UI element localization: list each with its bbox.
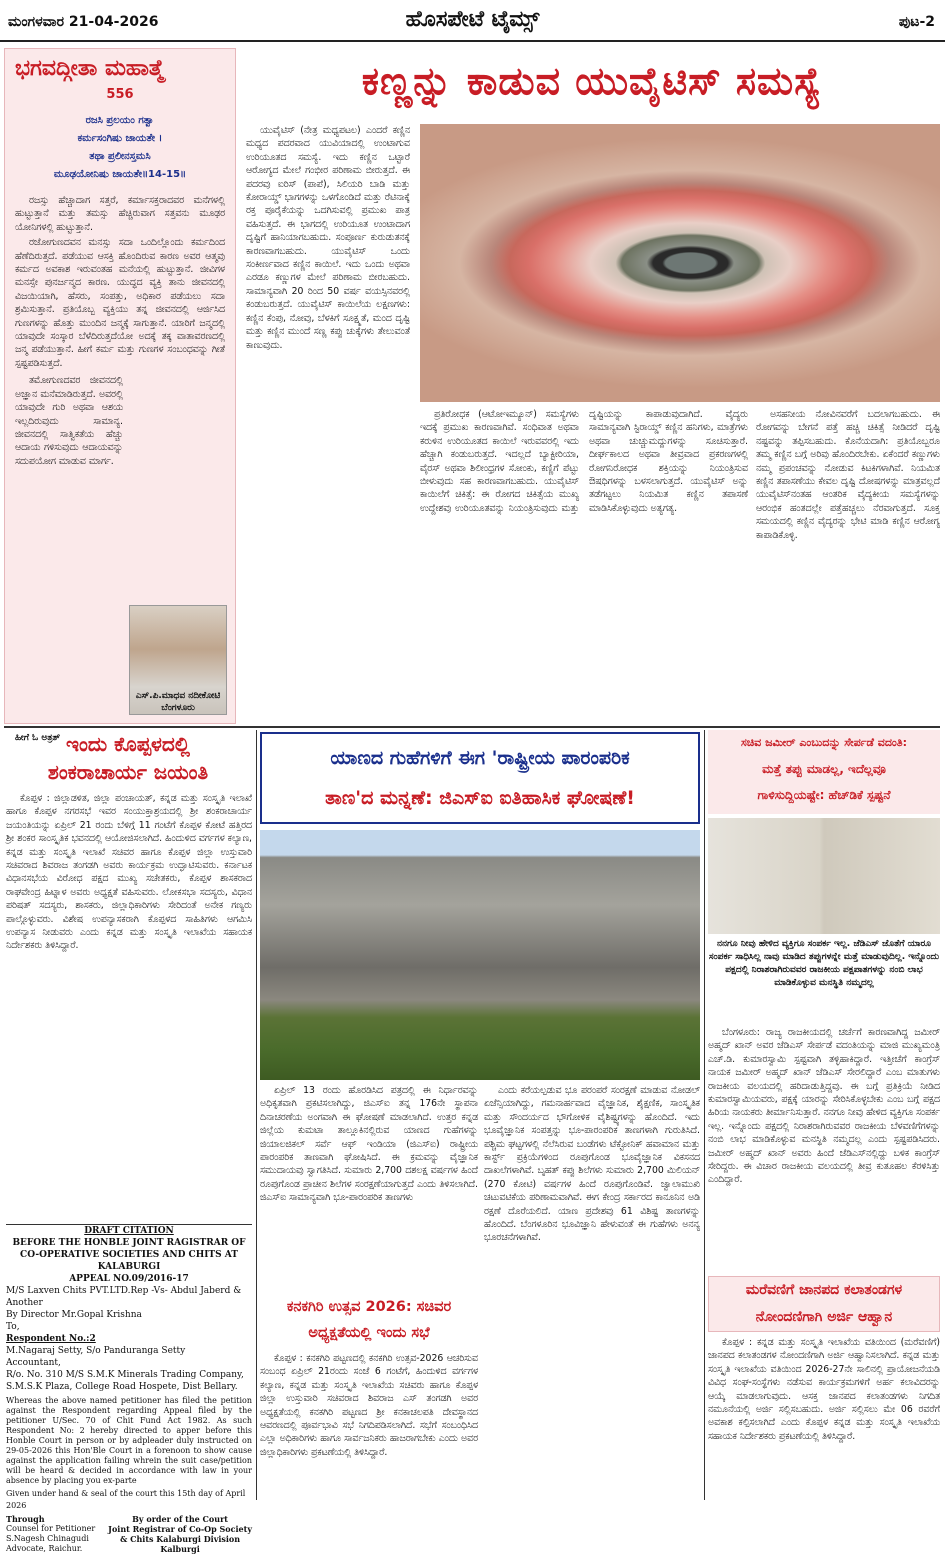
notice-respondent: Respondent No.:2 [6,1334,96,1344]
verse-line: ಮೂಢಯೋನಿಷು ಜಾಯತೇ॥14-15॥ [53,169,187,180]
zameer-headline-3: ಗಾಳಿಸುದ್ದಿಯಷ್ಟೇ: ಹೆಚ್‌ಡಿಕೆ ಸ್ಪಷ್ಟನೆ [757,788,891,802]
paragraph: ರಜೋಗುಣದವನ ಮನಸ್ಸು ಸದಾ ಒಂದಿಲ್ಲೊಂದು ಕರ್ಮದಿಂದ ಹೆಣೆದಿರುತ್ತದೆ. ಪಡೆಯುವ ಆಸಕ್ತಿ ಹೊಂದಿರುವ ಕಾರಣ ಅವರ ಆತ್ಮವು ಕರ್ಮದ ಅವಕಾಶ ಇರುವಂತಹ ಮನೆಯಲ್ಲಿ ಹುಟ್ಟುತ್ತಾನೆ. ಜೀವಿಗಳ ಮನಸ್ಸೇ ಪುನರ್ಜನ್ಮದ ಕಾರಣ. ಯುದ್ಧದ ವ್ಯಕ್ತಿ ತಾನು ಜೀವನದಲ್ಲಿ ವಿಜಯಿಯಾಗಿ, ಹೆಸರು, ಸಂಪತ್ತು, ಅಧಿಕಾರ ಪಡೆಯಲು ಸದಾ ಶ್ರಮಿಸುತ್ತಾನೆ. ಪ್ರತಿಯೊಬ್ಬ ವ್ಯಕ್ತಿಯು ತನ್ನ ಜೀವನದಲ್ಲಿ ಆರ್ಜಿಸಿದ ಗುಣಗಳನ್ನು ಹೊತ್ತು ಮುಂದಿನ ಜನ್ಮಕ್ಕೆ ಸಾಗುತ್ತಾನೆ. ಯಾರಿಗೆ ಜನ್ಮದಲ್ಲಿ ಯಾವುದೇ ಸಂಸ್ಕಾರ ಬೆಳೆದಿರುತ್ತದೆಯೋ ಅದಕ್ಕೆ ತಕ್ಕ ವಾತಾವರಣದಲ್ಲಿ ಜನ್ಮ ಪಡೆಯುತ್ತಾನೆ. ಹೀಗೆ ಕರ್ಮ ಮತ್ತು ಗುಣಗಳ ಸಂಬಂಧವನ್ನು ಗೀತೆ ಸ್ಪಷ್ಟಪಡಿಸುತ್ತದೆ. [15,237,225,369]
gita-body [15,194,225,468]
zameer-headline-1: ಸಚಿವ ಜಮೀರ್ ಎಂಬುದನ್ನು ಸೇರ್ಪಡೆ ವದಂತಿ: [740,736,908,749]
notice-court: BEFORE THE HONBLE JOINT RAGISTRAR OF CO-OPERATIVE SOCIETIES AND CHITS AT KALABURGI [12,1238,246,1272]
yana-col-2 [484,1084,700,1496]
author-name: ಎಸ್.ಪಿ.ಮಾಧವ ನದೀಕೋಟಿ [135,691,221,701]
divider [4,726,940,728]
notice-r-name: M.Nagaraj Setty, S/o Panduranga Setty [6,1346,186,1356]
uveitis-headline-box [246,48,938,118]
verse-line: ಕರ್ಮಸಂಗಿಷು ಜಾಯತೇ । [77,133,163,144]
paragraph: ತಮೋಗುಣದವರ ಜೀವನದಲ್ಲಿ ಅಜ್ಞಾನ ಮನೆಮಾಡಿರುತ್ತದೆ. ಅವರಲ್ಲಿ ಯಾವುದೇ ಗುರಿ ಅಥವಾ ಆಶಯ ಇಲ್ಲದಿರುವುದು ಸಾಮಾನ್ಯ. ಜೀವನದಲ್ಲಿ ಸಾತ್ವಿಕತೆಯ ಹೆಚ್ಚು ಆದಾಯ ಗಳಿಸುವುದು ಆದಾಯವನ್ನು ಸದುಪಯೋಗ ಮಾಡುವ ಮಾರ್ಗ. [15,375,123,467]
kanakagiri-body [260,1352,478,1500]
paragraph: ಕೊಪ್ಪಳ : ಕನಕಗಿರಿ ಪಟ್ಟಣದಲ್ಲಿ ಕನಕಗಿರಿ ಉತ್ಸವ-2026 ಆಚರಿಸುವ ಸಂಬಂಧ ಏಪ್ರಿಲ್ 21ರಂದು ಸಂಜೆ 6 ಗಂಟೆಗೆ, ಹಿಂದುಳಿದ ವರ್ಗಗಳ ಕಲ್ಯಾಣ, ಕನ್ನಡ ಮತ್ತು ಸಂಸ್ಕೃತಿ ಇಲಾಖೆಯ ಸಚಿವರು ಹಾಗೂ ಕೊಪ್ಪಳ ಜಿಲ್ಲಾ ಉಸ್ತುವಾರಿ ಸಚಿವರಾದ ಶಿವರಾಜ ಎಸ್ ತಂಗಡಗಿ ಅವರ ಅಧ್ಯಕ್ಷತೆಯಲ್ಲಿ ಕನಕಗಿರಿ ಪಟ್ಟಣದ ಶ್ರೀ ಕನಕಾಚಲಪತಿ ದೇವಸ್ಥಾನದ ಆವರಣದಲ್ಲಿ ಪೂರ್ವಭಾವಿ ಸಭೆ ನಿಗದಿಪಡಿಸಲಾಗಿದೆ. ಸಭೆಗೆ ಸಂಬಂಧಿಸಿದ ಎಲ್ಲಾ ಅಧಿಕಾರಿಗಳು ಹಾಗೂ ಸಾರ್ವಜನಿಕರು ಹಾಜರಾಗಬೇಕು ಎಂದು ಅವರ ಜಿಲ್ಲಾಧಿಕಾರಿಗಳು ಪ್ರಕಟಣೆಯಲ್ಲಿ ತಿಳಿಸಿದ್ದಾರೆ. [260,1353,478,1458]
zameer-headline-2: ಮತ್ತೆ ತಪ್ಪು ಮಾಡಲ್ಲ, ಇದೆಲ್ಲವೂ [762,762,886,776]
notice-signatures [6,1514,252,1554]
notice-order-1: By order of the Court [132,1514,228,1524]
divider [704,730,705,1500]
zameer-body [708,1026,940,1272]
gita-column [4,48,236,743]
yana-headline-2: ತಾಣ'ದ ಮನ್ನಣೆ: ಜಿಎಸ್‌ಐ ಐತಿಹಾಸಿಕ ಘೋಷಣೆ! [325,787,635,809]
notice-parties: M/S Laxven Chits PVT.LTD.Rep -Vs- Abdul Jaberd & Another [6,1286,242,1308]
gita-verse [15,112,225,184]
folk-headline-2: ನೋಂದಣಿಗಾಗಿ ಅರ್ಜಿ ಆಹ್ವಾನ [755,1309,893,1325]
eye-photo [420,124,940,402]
notice-director: By Director Mr.Gopal Krishna [6,1310,142,1320]
gita-number: 556 [106,87,134,102]
paragraph: ಕೊಪ್ಪಳ : ಜಿಲ್ಲಾಡಳಿತ, ಜಿಲ್ಲಾ ಪಂಚಾಯತ್, ಕನ್ನಡ ಮತ್ತು ಸಂಸ್ಕೃತಿ ಇಲಾಖೆ ಹಾಗೂ ಕೊಪ್ಪಳ ನಗರಸಭೆ ಇವರ ಸಂಯುಕ್ತಾಶ್ರಯದಲ್ಲಿ ಶ್ರೀ ಶಂಕರಾಚಾರ್ಯ ಜಯಂತಿಯನ್ನು ಏಪ್ರಿಲ್ 21 ರಂದು ಬೆಳಿಗ್ಗೆ 11 ಗಂಟೆಗೆ ಕೊಪ್ಪಳ ಕೋಟೆ ಹತ್ತಿರದ ಶ್ರೀ ಶಂಕರ ಸಾಂಸ್ಕೃತಿಕ ಭವನದಲ್ಲಿ ಆಯೋಜಿಸಲಾಗಿದೆ. ಹಿಂದುಳಿದ ವರ್ಗಗಳ ಕಲ್ಯಾಣ, ಕನ್ನಡ ಮತ್ತು ಸಂಸ್ಕೃತಿ ಇಲಾಖೆ ಸಚಿವರ ಹಾಗೂ ಕೊಪ್ಪಳ ಜಿಲ್ಲಾ ಉಸ್ತುವಾರಿ ಸಚಿವರಾದ ಶಿವರಾಜ ತಂಗಡಗಿ ಅವರು ಕಾರ್ಯಕ್ರಮ ಉದ್ಘಾಟಿಸುವರು. ಕರ್ನಾಟಕ ವಿಧಾನಸಭೆಯ ವಿರೋಧ ಪಕ್ಷದ ಮುಖ್ಯ ಸಚೇತಕರು, ಕೊಪ್ಪಳ ಶಾಸಕರಾದ ರಾಘವೇಂದ್ರ ಹಿಟ್ನಾಳ ಅವರು ಅಧ್ಯಕ್ಷತೆ ವಹಿಸುವರು. ಲೋಕಸಭಾ ಸದಸ್ಯರು, ವಿಧಾನ ಪರಿಷತ್ ಸದಸ್ಯರು, ಶಾಸಕರು, ಜಿಲ್ಲಾಧಿಕಾರಿಗಳು ಸೇರಿದಂತೆ ಅನೇಕ ಗಣ್ಯರು ಪಾಲ್ಗೊಳ್ಳುವರು. ವಿಶೇಷ ಉಪನ್ಯಾಸಕರಾಗಿ ಕೊಪ್ಪಳದ ಸಾಹಿತಿಗಳು ಆಗಮಿಸಿ ಉಪನ್ಯಾಸ ನೀಡುವರು ಎಂದು ಕನ್ನಡ ಮತ್ತು ಸಂಸ್ಕೃತಿ ಇಲಾಖೆಯ ಸಹಾಯಕ ನಿರ್ದೇಶಕರು ತಿಳಿಸಿದ್ದಾರೆ. [6,793,252,952]
paragraph: ಎಂದು ಕರೆಯಲ್ಪಡುವ ಭೂ ಪರಂಪರೆ ಸಂರಕ್ಷಣೆ ಮಾಡುವ ನೋಡಲ್ ಏಜೆನ್ಸಿಯಾಗಿದ್ದು, ಗಮನಾರ್ಹವಾದ ವೈಜ್ಞಾನಿಕ, ಶೈಕ್ಷಣಿಕ, ಸಾಂಸ್ಕೃತಿಕ ಮತ್ತು ಸೌಂದರ್ಯದ ಭೌಗೋಳಿಕ ವೈಶಿಷ್ಟ್ಯಗಳನ್ನು ಹೊಂದಿದೆ. ಇದು ಭೂವೈಜ್ಞಾನಿಕ ಸಂಪತ್ತನ್ನು ಭೂ-ಪಾರಂಪರಿಕ ತಾಣಗಳಾಗಿ ಗುರುತಿಸಿದೆ. ಪಶ್ಚಿಮ ಘಟ್ಟಗಳಲ್ಲಿ ನೆಲೆಸಿರುವ ಬಂಡೆಗಳು ಟೆಕ್ಟೋನಿಕ್ ಹವಾಮಾನ ಮತ್ತು ಕಾರ್ಸ್ಟ್ ಪ್ರಕ್ರಿಯೆಗಳಿಂದ ರೂಪುಗೊಂಡ ಭೂವೈಜ್ಞಾನಿಕ ವಿಕಸನದ ದಾಖಲೆಗಳಾಗಿವೆ. ಬೃಹತ್ ಕಪ್ಪು ಶಿಲೆಗಳು ಸುಮಾರು 2,700 ಮಿಲಿಯನ್ (270 ಕೋಟಿ) ವರ್ಷಗಳ ಹಿಂದೆ ರೂಪುಗೊಂಡಿವೆ. ಜ್ವಾಲಾಮುಖಿ ಚಟುವಟಿಕೆಯ ಪರಿಣಾಮವಾಗಿವೆ. ಈಗ ಕೇಂದ್ರ ಸರ್ಕಾರದ ಕಾನೂನಿನ ಅಡಿ ರಕ್ಷಣೆ ದೊರೆಯಲಿದೆ. ಯಾಣ ಪ್ರದೇಶವು 61 ವಿಶಿಷ್ಟ ತಾಣಗಳನ್ನು ಹೊಂದಿದೆ. ಬೆಂಗಳೂರಿನ ಭೂವಿಜ್ಞಾನಿ ಹೇಳುವಂತೆ ಈ ಗುಹೆಗಳು ಅನನ್ಯ ಭೂರಚನೆಗಳಾಗಿವೆ. [484,1085,700,1244]
uveitis-col-2 [420,408,748,722]
yana-headline-1: ಯಾಣದ ಗುಹೆಗಳಿಗೆ ಈಗ 'ರಾಷ್ಟ್ರೀಯ ಪಾರಂಪರಿಕ [330,747,630,769]
zameer-photo [708,818,940,934]
shankara-headline-1: ಇಂದು ಕೊಪ್ಪಳದಲ್ಲಿ [66,732,190,756]
paragraph: ಪ್ರತಿರೋಧಕ (ಆಟೋಇಮ್ಯೂನ್) ಸಮಸ್ಯೆಗಳು ಇದಕ್ಕೆ ಪ್ರಮುಖ ಕಾರಣವಾಗಿವೆ. ಸಂಧಿವಾತ ಅಥವಾ ಕರುಳಿನ ಉರಿಯೂತದ ಕಾಯಿಲೆ ಇರುವವರಲ್ಲಿ ಇದು ಹೆಚ್ಚಾಗಿ ಕಂಡುಬರುತ್ತದೆ. ಇದಲ್ಲದೆ ಬ್ಯಾಕ್ಟೀರಿಯಾ, ವೈರಸ್ ಅಥವಾ ಶಿಲೀಂಧ್ರಗಳ ಸೋಂಕು, ಕಣ್ಣಿಗೆ ಪೆಟ್ಟು ಬೀಳುವುದು ಸಹ ಕಾರಣವಾಗಬಹುದು. ಯುವೈಟಿಸ್ ಕಾಯಿಲೆಗೆ ಚಿಕಿತ್ಸೆ: ಈ ರೋಗದ ಚಿಕಿತ್ಸೆಯ ಮುಖ್ಯ ಉದ್ದೇಶವು ಉರಿಯೂತವನ್ನು ನಿಯಂತ್ರಿಸುವುದು ಮತ್ತು ದೃಷ್ಟಿಯನ್ನು ಕಾಪಾಡುವುದಾಗಿದೆ. ವೈದ್ಯರು ಸಾಮಾನ್ಯವಾಗಿ ಸ್ಟಿರಾಯ್ಡ್ ಕಣ್ಣಿನ ಹನಿಗಳು, ಮಾತ್ರೆಗಳು ಅಥವಾ ಚುಚ್ಚುಮದ್ದುಗಳನ್ನು ಸೂಚಿಸುತ್ತಾರೆ. ದೀರ್ಘಕಾಲದ ಅಥವಾ ತೀವ್ರವಾದ ಪ್ರಕರಣಗಳಲ್ಲಿ ರೋಗನಿರೋಧಕ ಶಕ್ತಿಯನ್ನು ನಿಯಂತ್ರಿಸುವ ಔಷಧಿಗಳನ್ನು ಬಳಸಲಾಗುತ್ತದೆ. ಯುವೈಟಿಸ್ ಅನ್ನು ತಡೆಗಟ್ಟಲು ನಿಯಮಿತ ಕಣ್ಣಿನ ತಪಾಸಣೆ ಮಾಡಿಸಿಕೊಳ್ಳುವುದು ಅತ್ಯಗತ್ಯ. [420,409,748,514]
notice-title: DRAFT CITATION [84,1226,174,1236]
shankara-headline-box [4,730,252,790]
paragraph: ಅಸಹನೀಯ ನೋವಿನವರೆಗೆ ಬದಲಾಗಬಹುದು. ಈ ರೋಗವನ್ನು ಬೇಗನೆ ಪತ್ತೆ ಹಚ್ಚಿ ಚಿಕಿತ್ಸೆ ನೀಡಿದರೆ ದೃಷ್ಟಿ ನಷ್ಟವನ್ನು ತಪ್ಪಿಸಬಹುದು. ಕೊನೆಯದಾಗಿ: ಪ್ರತಿಯೊಬ್ಬರೂ ತಮ್ಮ ಕಣ್ಣಿನ ಬಗ್ಗೆ ಅರಿವು ಹೊಂದಿರಬೇಕು. ಏಕೆಂದರೆ ಕಣ್ಣುಗಳು ನಮ್ಮ ಪ್ರಪಂಚವನ್ನು ನೋಡುವ ಕಿಟಕಿಗಳಾಗಿವೆ. ನಿಯಮಿತ ಕಣ್ಣಿನ ತಪಾಸಣೆಯು ಕೇವಲ ದೃಷ್ಟಿ ದೋಷಗಳನ್ನು ಮಾತ್ರವಲ್ಲದೆ ಯುವೈಟಿಸ್‌ನಂತಹ ಆಂತರಿಕ ವೈದ್ಯಕೀಯ ಸಮಸ್ಯೆಗಳನ್ನು ಆರಂಭಿಕ ಹಂತದಲ್ಲೇ ಪತ್ತೆಹಚ್ಚಲು ನೆರವಾಗುತ್ತದೆ. ಸೂಕ್ತ ಸಮಯದಲ್ಲಿ ಕಣ್ಣಿನ ವೈದ್ಯರನ್ನು ಭೇಟಿ ಮಾಡಿ ಕಣ್ಣಿನ ಆರೋಗ್ಯ ಕಾಪಾಡಿಕೊಳ್ಳಿ. [756,409,940,541]
kanakagiri-headline-box [260,1294,478,1348]
paper-name: ಹೊಸಪೇಟೆ ಟೈಮ್ಸ್ [405,6,540,32]
kanakagiri-headline-2: ಅಧ್ಯಕ್ಷತೆಯಲ್ಲಿ ಇಂದು ಸಭೆ [308,1325,430,1341]
masthead [0,0,945,42]
legal-notice [6,1224,252,1554]
yana-rock-photo [260,830,700,1080]
notice-given: Given under hand & seal of the court this 15th day of April 2026 [6,1489,246,1510]
notice-through: Through [6,1514,45,1524]
verse-line: ರಜಸಿ ಪ್ರಲಯಂ ಗತ್ವಾ [85,115,155,126]
notice-order-2: Joint Registrar of Co-Op Society [108,1524,252,1534]
yana-col-1 [260,1084,478,1290]
folk-headline-1: ಮರೆವಣಿಗೆ ಜಾನಪದ ಕಲಾತಂಡಗಳ [745,1282,903,1298]
notice-r-addr2: S.M.S.K Plaza, College Road Hospete, Dist Bellary. [6,1382,238,1392]
paragraph: ಯುವೈಟಿಸ್ (ನೇತ್ರ ಮಧ್ಯಪಟಲ) ಎಂದರೆ ಕಣ್ಣಿನ ಮಧ್ಯದ ಪದರವಾದ ಯುವಿಯಾದಲ್ಲಿ ಉಂಟಾಗುವ ಉರಿಯೂತದ ಸಮಸ್ಯೆ. ಇದು ಕಣ್ಣಿನ ಒಟ್ಟಾರೆ ಆರೋಗ್ಯದ ಮೇಲೆ ಗಂಭೀರ ಪರಿಣಾಮ ಬೀರುತ್ತದೆ. ಈ ಪದರವು ಐರಿಸ್ (ಪಾಪೆ), ಸಿಲಿಯರಿ ಬಾಡಿ ಮತ್ತು ಕೋರಾಯ್ಡ್ ಭಾಗಗಳನ್ನು ಒಳಗೊಂಡಿದೆ ಮತ್ತು ರೆಟಿನಾಕ್ಕೆ ರಕ್ತ ಪೂರೈಕೆಯನ್ನು ಒದಗಿಸುವಲ್ಲಿ ಪ್ರಮುಖ ಪಾತ್ರ ವಹಿಸುತ್ತದೆ. ಈ ಭಾಗದಲ್ಲಿ ಉರಿಯೂತ ಉಂಟಾದಾಗ ದೃಷ್ಟಿಗೆ ಹಾನಿಯಾಗಬಹುದು. ಸಂಪೂರ್ಣ ಕುರುಡುತನಕ್ಕೆ ಕಾರಣವಾಗಬಹುದು. ಯುವೈಟಿಸ್ ಒಂದು ಸಂಕೀರ್ಣವಾದ ಕಣ್ಣಿನ ಕಾಯಿಲೆ. ಇದು ಒಂದು ಅಥವಾ ಎರಡೂ ಕಣ್ಣುಗಳ ಮೇಲೆ ಪರಿಣಾಮ ಬೀರಬಹುದು. ಸಾಮಾನ್ಯವಾಗಿ 20 ರಿಂದ 50 ವರ್ಷ ವಯಸ್ಸಿನವರಲ್ಲಿ ಕಂಡುಬರುತ್ತದೆ. ಯುವೈಟಿಸ್ ಕಾಯಿಲೆಯ ಲಕ್ಷಣಗಳು: ಕಣ್ಣಿನ ಕೆಂಪು, ನೋವು, ಬೆಳಕಿಗೆ ಸೂಕ್ಷ್ಮತೆ, ಮಂದ ದೃಷ್ಟಿ ಮತ್ತು ಕಣ್ಣಿನ ಮುಂದೆ ಸಣ್ಣ ಕಪ್ಪು ಚುಕ್ಕೆಗಳು ತೇಲುವಂತೆ ಕಾಣುವುದು. [246,125,410,351]
yana-headline-box [260,732,700,824]
divider [256,730,257,1500]
notice-order [108,1514,252,1554]
issue-date: ಮಂಗಳವಾರ 21-04-2026 [8,14,159,30]
folk-headline-box [708,1276,940,1332]
notice-order-4: Kalburgi [160,1544,200,1554]
author-sign: ಹೀಗೆ ಓ ಅತ್ರತ್ [15,733,61,743]
notice-r-addr1: R/o. No. 310 M/S S.M.K Minerals Trading Company, [6,1370,244,1380]
shankara-body [6,792,252,1220]
zameer-caption: ನನಗೂ ನೀವು ಹೇಳಿದ ವ್ಯಕ್ತಿಗೂ ಸಂಪರ್ಕ ಇಲ್ಲ. ಜೆಡಿಎಸ್ ಜೊತೆಗೆ ಯಾರೂ ಸಂಪರ್ಕ ಸಾಧಿಸಿಲ್ಲ ನಾವು ಮಾಡಿದ ತಪ್ಪುಗಳನ್ನೇ ಮತ್ತೆ ಮಾಡುವುದಿಲ್ಲ. ಇನ್ನೊಂದು ಪಕ್ಷದಲ್ಲಿ ನಿರಾಶರಾಗಿರುವವರ ರಾಜಕೀಯ ಪಕ್ಷಪಾತಗಳನ್ನು ನಂಬಿ ಲಾಭ ಮಾಡಿಕೊಳ್ಳುವ ಮನಸ್ಥಿತಿ ನಮ್ಮದಲ್ಲ [708,939,940,988]
folk-body [708,1336,940,1500]
verse-line: ತಥಾ ಪ್ರಲೀನಸ್ತಮಸಿ [89,151,151,162]
shankara-headline-2: ಶಂಕರಾಚಾರ್ಯ ಜಯಂತಿ [47,760,209,784]
notice-to: To, [6,1322,20,1332]
paragraph: ಬೆಂಗಳೂರು: ರಾಜ್ಯ ರಾಜಕೀಯದಲ್ಲಿ ಚರ್ಚೆಗೆ ಕಾರಣವಾಗಿದ್ದ ಜಮೀರ್ ಅಹ್ಮದ್ ಖಾನ್ ಅವರ ಜೆಡಿಎಸ್ ಸೇರ್ಪಡೆ ವದಂತಿಯನ್ನು ಮಾಜಿ ಮುಖ್ಯಮಂತ್ರಿ ಎಚ್.ಡಿ. ಕುಮಾರಸ್ವಾಮಿ ಸ್ಪಷ್ಟವಾಗಿ ತಳ್ಳಿಹಾಕಿದ್ದಾರೆ. ಇತ್ತೀಚೆಗೆ ಕಾಂಗ್ರೆಸ್ ನಾಯಕ ಜಮೀರ್ ಅಹ್ಮದ್ ಖಾನ್ ಜೆಡಿಎಸ್ ಸೇರಲಿದ್ದಾರೆ ಎಂಬ ಮಾತುಗಳು ರಾಜಕೀಯ ವಲಯದಲ್ಲಿ ಹರಿದಾಡುತ್ತಿದ್ದವು. ಈ ಬಗ್ಗೆ ಪ್ರತಿಕ್ರಿಯೆ ನೀಡಿದ ಕುಮಾರಸ್ವಾಮಿಯವರು, ಪಕ್ಷಕ್ಕೆ ಯಾರನ್ನು ಸೇರಿಸಿಕೊಳ್ಳಬೇಕು ಎಂಬ ಬಗ್ಗೆ ಪಕ್ಷದ ಹಿರಿಯ ನಾಯಕರು ತೀರ್ಮಾನಿಸುತ್ತಾರೆ. ನನಗೂ ನೀವು ಹೇಳಿದ ವ್ಯಕ್ತಿಗೂ ಸಂಪರ್ಕ ಇಲ್ಲ. ಇನ್ನೊಂದು ಪಕ್ಷದಲ್ಲಿ ನಿರಾಶರಾಗಿರುವವರ ರಾಜಕೀಯ ಬೆಳವಣಿಗೆಗಳನ್ನು ನಂಬಿ ಲಾಭ ಮಾಡಿಕೊಳ್ಳುವ ಮನಸ್ಥಿತಿ ನಮ್ಮದಲ್ಲ ಎಂದು ಸ್ಪಷ್ಟಪಡಿಸಿದರು. ಜಮೀರ್ ಅಹ್ಮದ್ ಖಾನ್ ಅವರು ಹಿಂದೆ ಜೆಡಿಎಸ್‌ನಲ್ಲಿದ್ದು ಬಳಿಕ ಕಾಂಗ್ರೆಸ್ ಸೇರಿದ್ದರು. ಈ ವಿಚಾರ ರಾಜಕೀಯ ವಲಯದಲ್ಲಿ ತೀವ್ರ ಕುತೂಹಲ ಕೆರಳಿಸಿತ್ತು ಎಂದಿದ್ದಾರೆ. [708,1027,940,1186]
paragraph: ರಜಸ್ಸು ಹೆಚ್ಚಾದಾಗ ಸತ್ತರೆ, ಕರ್ಮಾಸಕ್ತರಾದವರ ಮನೆಗಳಲ್ಲಿ ಹುಟ್ಟುತ್ತಾನೆ ಮತ್ತು ತಮಸ್ಸು ಹೆಚ್ಚಿರುವಾಗ ಸತ್ತವನು ಮೂಢರ ಯೋನಿಗಳಲ್ಲಿ ಹುಟ್ಟುತ್ತಾನೆ. [15,195,225,233]
uveitis-headline: ಕಣ್ಣನ್ನು ಕಾಡುವ ಯುವೈಟಿಸ್ ಸಮಸ್ಯೆ [361,59,823,103]
notice-order-3: & Chits Kalaburgi Division [120,1534,241,1544]
kanakagiri-headline-1: ಕನಕಗಿರಿ ಉತ್ಸವ 2026: ಸಚಿವರ [286,1299,452,1315]
uveitis-col-3 [756,408,940,722]
page-number: ಪುಟ-2 [898,14,935,30]
notice-counsel-3: Advocate, Raichur. [6,1544,83,1553]
author-byline [120,690,236,714]
notice-appeal: APPEAL NO.09/2016-17 [69,1274,189,1284]
paragraph: ಕೊಪ್ಪಳ : ಕನ್ನಡ ಮತ್ತು ಸಂಸ್ಕೃತಿ ಇಲಾಖೆಯ ವತಿಯಿಂದ (ಮರೆವಣಿಗೆ) ಜಾನಪದ ಕಲಾತಂಡಗಳ ನೋಂದಣಿಗಾಗಿ ಅರ್ಜಿ ಆಹ್ವಾನಿಸಲಾಗಿದೆ. ಕನ್ನಡ ಮತ್ತು ಸಂಸ್ಕೃತಿ ಇಲಾಖೆಯ ವತಿಯಿಂದ 2026-27ನೇ ಸಾಲಿನಲ್ಲಿ ಪ್ರಾಯೋಜನೆಯಡಿ ವಿವಿಧ ಸಂಘ-ಸಂಸ್ಥೆಗಳು ನಡೆಸುವ ಕಾರ್ಯಕ್ರಮಗಳಿಗೆ ಅರ್ಹ ಕಲಾವಿದರನ್ನು ಆಯ್ಕೆ ಮಾಡಲಾಗುವುದು. ಆಸಕ್ತ ಜಾನಪದ ಕಲಾತಂಡಗಳು ನಿಗದಿತ ನಮೂನೆಯಲ್ಲಿ ಅರ್ಜಿ ಸಲ್ಲಿಸಬಹುದು. ಅರ್ಜಿ ಸಲ್ಲಿಸಲು ಮೇ 06 ರವರೆಗೆ ಅವಕಾಶ ಕಲ್ಪಿಸಲಾಗಿದೆ ಎಂದು ಕೊಪ್ಪಳ ಕನ್ನಡ ಮತ್ತು ಸಂಸ್ಕೃತಿ ಇಲಾಖೆಯ ಸಹಾಯಕ ನಿರ್ದೇಶಕರು ಪ್ರಕಟಣೆಯಲ್ಲಿ ತಿಳಿಸಿದ್ದಾರೆ. [708,1337,940,1442]
notice-counsel-1: Counsel for Petitioner [6,1524,96,1533]
notice-counsel-2: S.Nagesh Chinagudi [6,1534,89,1543]
notice-body: Whereas the above named petitioner has filed the petition against the Respondent regarding Appeal filed by the petitioner U/Sec. 70 of Chit Fund Act 1982. As such Respondent No: 2 hereby directed to apper before this Honble Court in person or by adpleader duly instructed on 29-05-2026 this Hon'Ble Court in a forenoon to show cause against the application failing whrein the suit case/petition will be heard & decided in accordance with law in your absence by placing you ex-parte [6,1396,252,1485]
paragraph: ಏಪ್ರಿಲ್ 13 ರಂದು ಹೊರಡಿಸಿದ ಪತ್ರದಲ್ಲಿ ಈ ನಿರ್ಧಾರವನ್ನು ಅಧಿಕೃತವಾಗಿ ಪ್ರಕಟಿಸಲಾಗಿದ್ದು, ಜಿಎಸ್‌ಐ ತನ್ನ 176ನೇ ಸ್ಥಾಪನಾ ದಿನಾಚರಣೆಯ ಅಂಗವಾಗಿ ಈ ಘೋಷಣೆ ಮಾಡಲಾಗಿದೆ. ಉತ್ತರ ಕನ್ನಡ ಜಿಲ್ಲೆಯ ಕುಮಟಾ ತಾಲ್ಲೂಕಿನಲ್ಲಿರುವ ಯಾಣದ ಗುಹೆಗಳನ್ನು ಜಿಯಾಲಜಿಕಲ್ ಸರ್ವೆ ಆಫ್ ಇಂಡಿಯಾ (ಜಿಎಸ್‌ಐ) ರಾಷ್ಟ್ರೀಯ ಪಾರಂಪರಿಕ ತಾಣವಾಗಿ ಘೋಷಿಸಿದೆ. ಈ ಕ್ರಮವನ್ನು ವೈಜ್ಞಾನಿಕ ಸಮುದಾಯವು ಸ್ವಾಗತಿಸಿದೆ. ಸುಮಾರು 2,700 ದಶಲಕ್ಷ ವರ್ಷಗಳ ಹಿಂದೆ ರೂಪುಗೊಂಡ ಪ್ರಾಚೀನ ಶಿಲೆಗಳ ಸಂರಕ್ಷಣೆಯಾಗುತ್ತದೆ ಎಂದು ತಿಳಿಸಲಾಗಿದೆ. ಜಿಎಸ್‌ಐ ಸಾಮಾನ್ಯವಾಗಿ ಭೂ-ಪಾರಂಪರಿಕ ತಾಣಗಳು [260,1085,478,1204]
notice-r-occ: Accountant, [6,1358,61,1368]
author-city: ಬೆಂಗಳೂರು [161,703,195,713]
gita-title: ಭಗವದ್ಗೀತಾ ಮಹಾತ್ಮೆ [15,56,165,81]
uveitis-col-1 [246,124,414,722]
zameer-headline-box [708,730,940,814]
notice-counsel [6,1514,95,1554]
